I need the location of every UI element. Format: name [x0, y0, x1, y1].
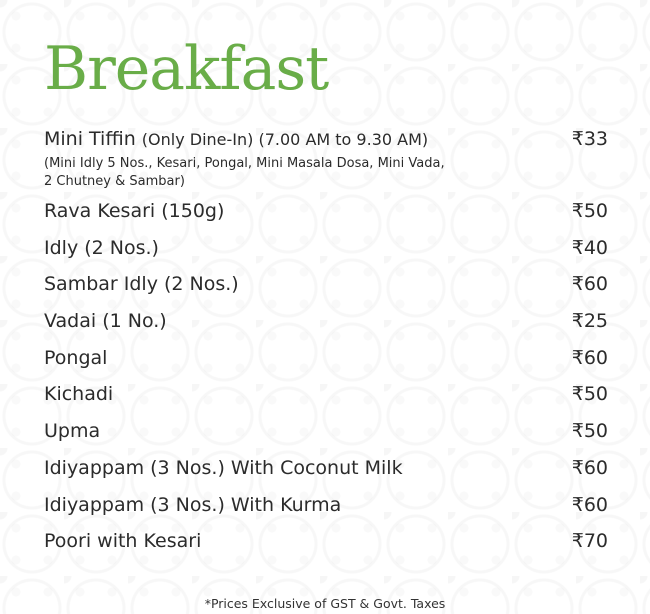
menu-item-name-line [44, 124, 445, 155]
menu-item-price: ₹70 [571, 530, 608, 553]
menu-item-description: (Mini Idly 5 Nos., Kesari, Pongal, Mini Masala Dosa, Mini Vada, [44, 156, 445, 171]
menu-item-price: ₹60 [571, 273, 608, 296]
page-title: Breakfast [44, 34, 329, 104]
menu-item [44, 453, 608, 490]
menu-item-price: ₹60 [571, 456, 608, 479]
menu-item-name: Poori with Kesari [44, 530, 202, 553]
menu-item-name: Kichadi [44, 383, 114, 406]
menu-item [44, 196, 608, 233]
footnote: *Prices Exclusive of GST & Govt. Taxes [204, 596, 446, 611]
menu-item [44, 416, 608, 453]
menu-item-name: Idiyappam (3 Nos.) With Kurma [44, 493, 342, 516]
menu-item-name: Vadai (1 No.) [44, 310, 167, 333]
menu-item-name: Pongal [44, 346, 108, 369]
menu-item-price: ₹25 [571, 310, 608, 333]
menu-item [44, 490, 608, 527]
menu-item-price: ₹50 [571, 420, 608, 443]
menu-item-details [44, 124, 445, 191]
menu-item [44, 343, 608, 380]
menu-item-price: ₹50 [571, 200, 608, 222]
menu-list [44, 124, 608, 563]
menu-item [44, 526, 608, 563]
menu-item [44, 269, 608, 306]
menu-item-name: Mini Tiffin [44, 128, 136, 150]
menu-item-name: Idiyappam (3 Nos.) With Coconut Milk [44, 456, 403, 479]
menu-item-description-line2: 2 Chutney & Sambar) [44, 174, 185, 189]
menu-item-price: ₹33 [571, 128, 608, 150]
menu-item-note: (Only Dine-In) (7.00 AM to 9.30 AM) [141, 130, 429, 149]
menu-item-name: Upma [44, 420, 101, 443]
menu-item-name: Rava Kesari (150g) [44, 200, 225, 222]
menu-item [44, 233, 608, 270]
menu-item [44, 306, 608, 343]
menu-item-price: ₹50 [571, 383, 608, 406]
menu-item-name: Idly (2 Nos.) [44, 236, 159, 259]
menu-item-name: Sambar Idly (2 Nos.) [44, 273, 239, 296]
menu-item-price: ₹60 [571, 346, 608, 369]
menu-item-price: ₹40 [571, 236, 608, 259]
menu-item [44, 124, 608, 196]
menu-item-price: ₹60 [571, 493, 608, 516]
menu-item [44, 379, 608, 416]
